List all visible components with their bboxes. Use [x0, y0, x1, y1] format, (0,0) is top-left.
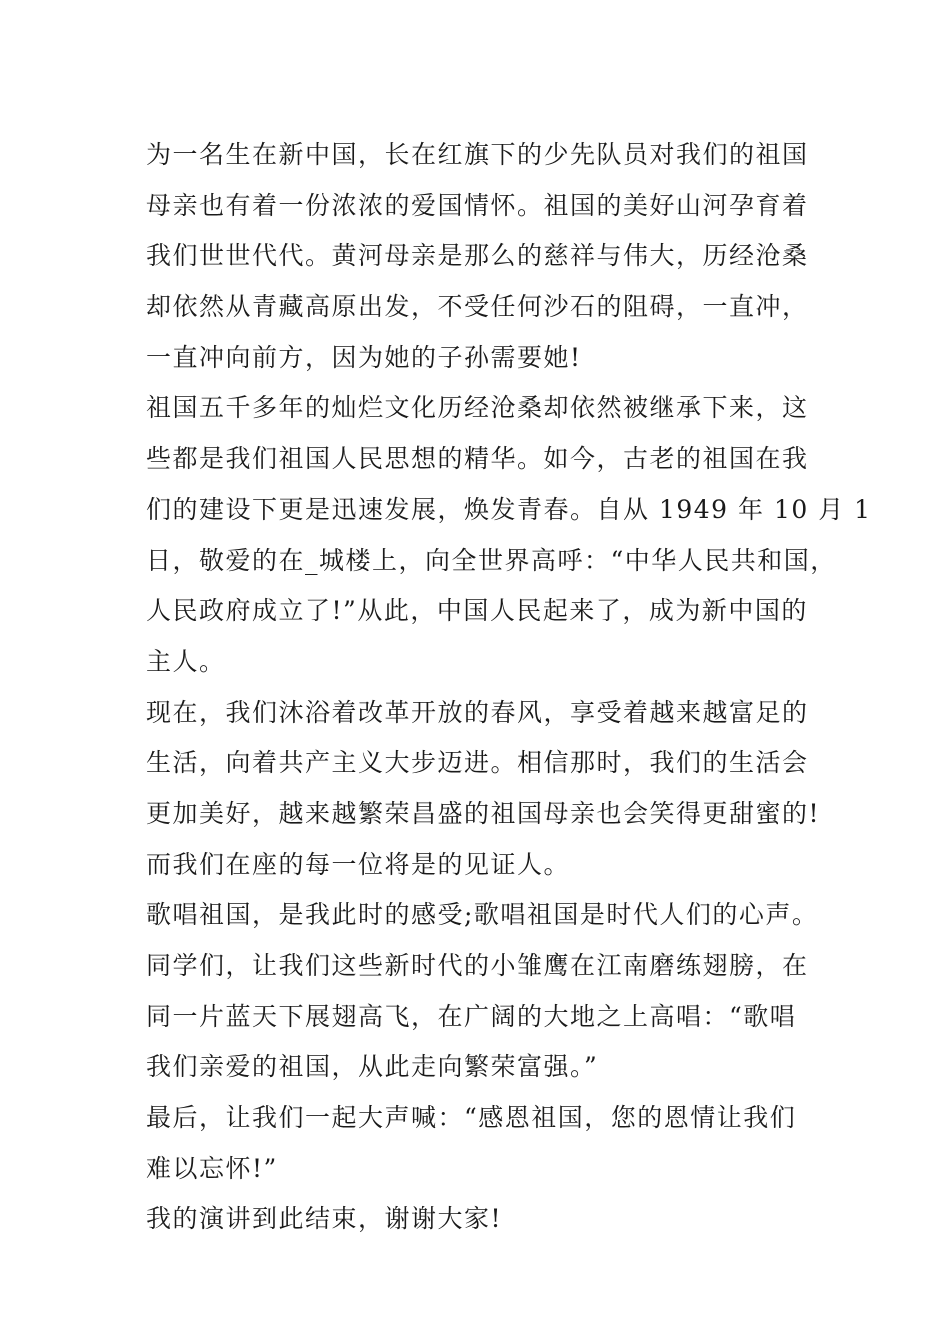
text-line: 同一片蓝天下展翅高飞，在广阔的大地之上高唱：“歌唱	[146, 1001, 797, 1031]
text-line: 些都是我们祖国人民思想的精华。如今，古老的祖国在我	[146, 444, 809, 474]
text-line: 为一名生在新中国，长在红旗下的少先队员对我们的祖国	[146, 140, 809, 169]
text-line: 生活，向着共产主义大步迈进。相信那时，我们的生活会	[146, 748, 809, 778]
text-line: 最后，让我们一起大声喊：“感恩祖国，您的恩情让我们	[146, 1103, 797, 1133]
speech-text-body	[146, 130, 872, 1245]
text-line: 一直冲向前方，因为她的子孙需要她!	[146, 342, 582, 372]
text-line: 我们亲爱的祖国，从此走向繁荣富强。”	[146, 1052, 599, 1082]
text-line: 现在，我们沐浴着改革开放的春风，享受着越来越富足的	[146, 697, 809, 727]
text-line: 祖国五千多年的灿烂文化历经沧桑却依然被继承下来，这	[146, 393, 809, 423]
text-line: 人民政府成立了!”从此，中国人民起来了，成为新中国的	[146, 596, 808, 626]
text-line: 我们世世代代。黄河母亲是那么的慈祥与伟大，历经沧桑	[146, 241, 809, 271]
text-line: 我的演讲到此结束，谢谢大家!	[146, 1204, 503, 1234]
text-line: 母亲也有着一份浓浓的爱国情怀。祖国的美好山河孕育着	[146, 190, 809, 220]
text-line: 更加美好，越来越繁荣昌盛的祖国母亲也会笑得更甜蜜的!	[146, 798, 821, 828]
text-line: 难以忘怀!”	[146, 1153, 278, 1183]
text-line: 歌唱祖国，是我此时的感受;歌唱祖国是时代人们的心声。	[146, 900, 819, 930]
text-line: 却依然从青藏高原出发，不受任何沙石的阻碍，一直冲，	[146, 292, 809, 322]
text-line: 而我们在座的每一位将是的见证人。	[146, 849, 571, 879]
text-line: 日，敬爱的在_城楼上，向全世界高呼：“中华人民共和国，	[146, 545, 837, 575]
text-line: 主人。	[146, 646, 226, 676]
text-line: 们的建设下更是迅速发展，焕发青春。自从 1949 年 10 月 1	[146, 494, 872, 524]
text-line: 同学们，让我们这些新时代的小雏鹰在江南磨练翅膀，在	[146, 951, 809, 980]
